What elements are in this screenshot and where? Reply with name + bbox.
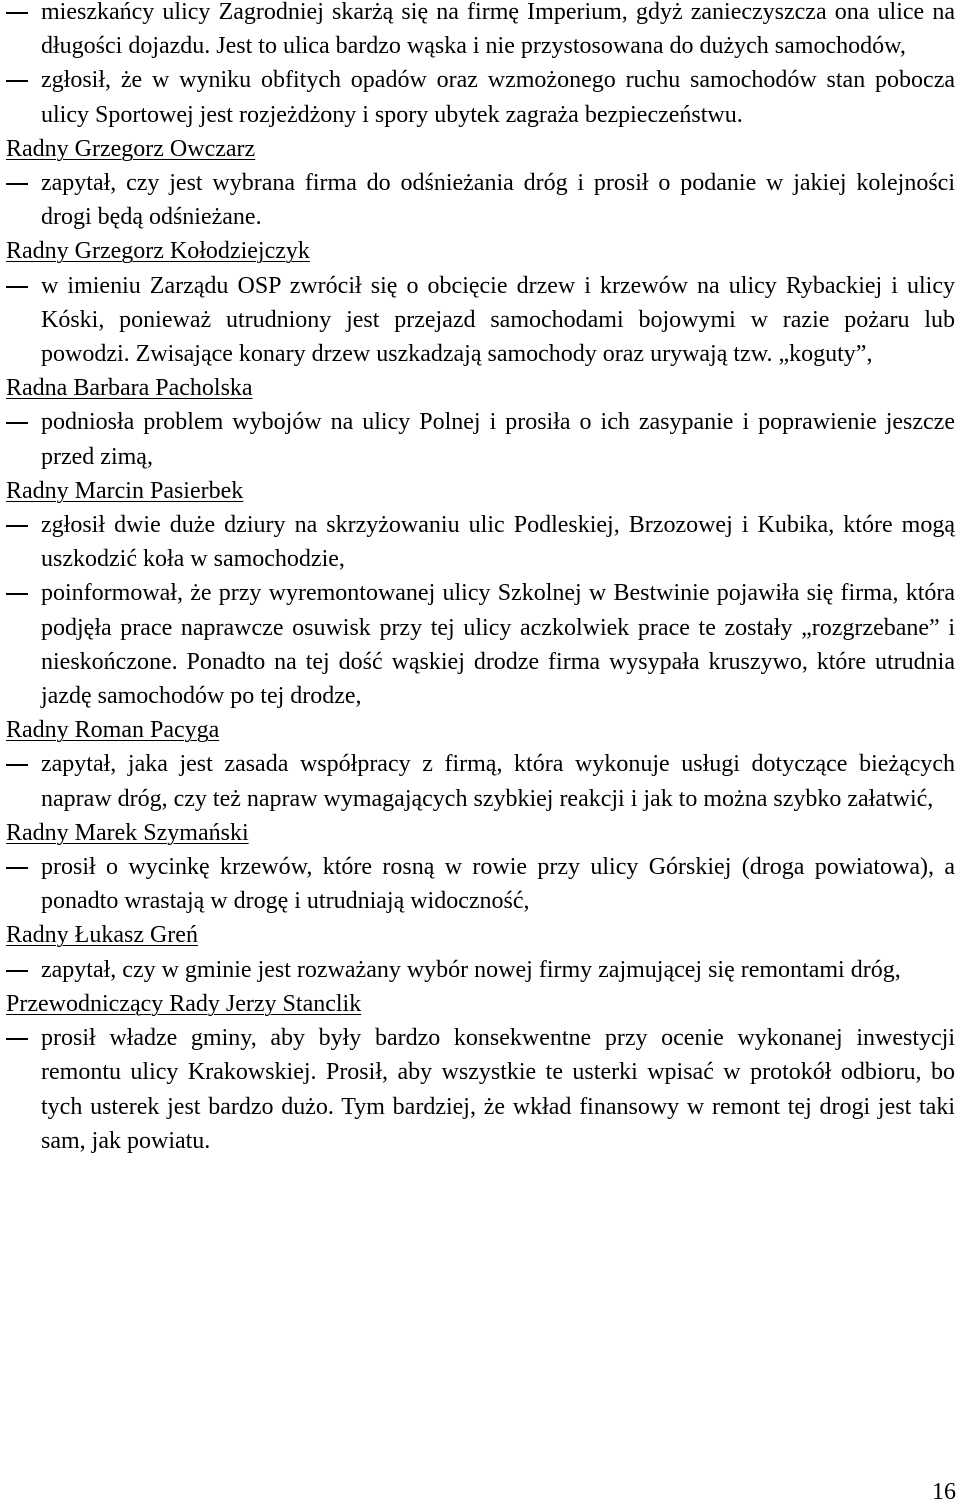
item-text: zgłosił dwie duże dziury na skrzyżowaniu ulic Podleskiej, Brzozowej i Kubika, które mogą uszkodzić koła w samochodzie, bbox=[41, 512, 955, 573]
speaker-name: Radny Roman Pacyga bbox=[6, 717, 220, 744]
item-text: prosił o wycinkę krzewów, które rosną w rowie przy ulicy Górskiej (droga powiatowa), a ponadto wrastają w drogę i utrudniają widoczność, bbox=[41, 854, 955, 915]
dash-bullet bbox=[6, 12, 28, 14]
dash-bullet bbox=[6, 867, 28, 869]
speaker-name: Radny Grzegorz Owczarz bbox=[6, 135, 256, 162]
section-pacyga bbox=[6, 713, 955, 816]
dash-bullet bbox=[6, 286, 28, 288]
section-gren bbox=[6, 918, 955, 986]
dash-bullet bbox=[6, 970, 28, 972]
dash-bullet bbox=[6, 1038, 28, 1040]
section-szymanski bbox=[6, 816, 955, 919]
speaker-name: Radny Łukasz Greń bbox=[6, 922, 198, 949]
item-text: w imieniu Zarządu OSP zwrócił się o obcięcie drzew i krzewów na ulicy Rybackiej i ulicy Kóski, ponieważ utrudniony jest przejazd samochodami bojowymi w razie pożaru lub powodzi. Zwisające konary drzew uszkadzają samochody oraz urywają tzw. „koguty”, bbox=[41, 272, 955, 368]
dash-bullet bbox=[6, 183, 28, 185]
list-item bbox=[6, 747, 955, 815]
list-item bbox=[6, 953, 955, 987]
speaker-name: Radny Marek Szymański bbox=[6, 819, 249, 846]
document-page bbox=[6, 0, 955, 1158]
list-item bbox=[6, 1021, 955, 1158]
dash-bullet bbox=[6, 764, 28, 766]
speaker-name: Przewodniczący Rady Jerzy Stanclik bbox=[6, 990, 362, 1017]
item-text: mieszkańcy ulicy Zagrodniej skarżą się na firmę Imperium, gdyż zanieczyszcza ona ulice na długości dojazdu. Jest to ulica bardzo wąska i nie przystosowana do dużych samochodów, bbox=[41, 0, 955, 60]
item-text: prosił władze gminy, aby były bardzo konsekwentne przy ocenie wykonanej inwestycji remontu ulicy Krakowskiej. Prosił, aby wszystkie te usterki wpisać w protokół odbioru, bo tych usterek jest bardzo dużo. Tym bardziej, że wkład finansowy w remont tej drogi jest taki sam, jak powiatu. bbox=[41, 1025, 955, 1154]
section-owczarz bbox=[6, 132, 955, 235]
speaker-name: Radny Marcin Pasierbek bbox=[6, 477, 244, 504]
list-item bbox=[6, 405, 955, 473]
section-pacholska bbox=[6, 371, 955, 474]
list-item bbox=[6, 166, 955, 234]
item-text: zapytał, czy w gminie jest rozważany wybór nowej firmy zajmującej się remontami dróg, bbox=[41, 956, 901, 983]
list-item bbox=[6, 0, 955, 63]
list-item bbox=[6, 508, 955, 576]
section-stanclik bbox=[6, 987, 955, 1158]
item-text: zapytał, czy jest wybrana firma do odśnieżania dróg i prosił o podanie w jakiej kolejności drogi będą odśnieżane. bbox=[41, 170, 955, 231]
item-text: zapytał, jaka jest zasada współpracy z firmą, która wykonuje usługi dotyczące bieżących napraw dróg, czy też napraw wymagających szybkiej reakcji i jak to można szybko załatwić, bbox=[41, 751, 955, 812]
list-item bbox=[6, 850, 955, 918]
section-pasierbek bbox=[6, 474, 955, 713]
dash-bullet bbox=[6, 422, 28, 424]
speaker-name: Radny Grzegorz Kołodziejczyk bbox=[6, 238, 310, 265]
item-text: zgłosił, że w wyniku obfitych opadów oraz wzmożonego ruchu samochodów stan pobocza ulicy Sportowej jest rozjeżdżony i spory ubytek zagraża bezpieczeństwu. bbox=[41, 67, 955, 128]
dash-bullet bbox=[6, 525, 28, 527]
item-text: poinformował, że przy wyremontowanej ulicy Szkolnej w Bestwinie pojawiła się firma, która podjęła prace naprawcze osuwisk przy tej ulicy aczkolwiek prace te zostały „rozgrzebane” i nieskończone. Ponadto na tej dość wąskiej drodze firma wysypała kruszywo, które utrudnia jazdę samochodów po tej drodze, bbox=[41, 580, 955, 710]
dash-bullet bbox=[6, 80, 28, 82]
page-number: 16 bbox=[932, 1479, 956, 1505]
item-text: podniosła problem wybojów na ulicy Polnej i prosiła o ich zasypanie i poprawienie jeszcze przed zimą, bbox=[41, 409, 955, 470]
section-continuation bbox=[6, 0, 955, 132]
list-item bbox=[6, 63, 955, 131]
list-item bbox=[6, 269, 955, 372]
dash-bullet bbox=[6, 593, 28, 595]
section-kolodziejczyk bbox=[6, 234, 955, 371]
speaker-name: Radna Barbara Pacholska bbox=[6, 375, 253, 402]
list-item bbox=[6, 576, 955, 713]
